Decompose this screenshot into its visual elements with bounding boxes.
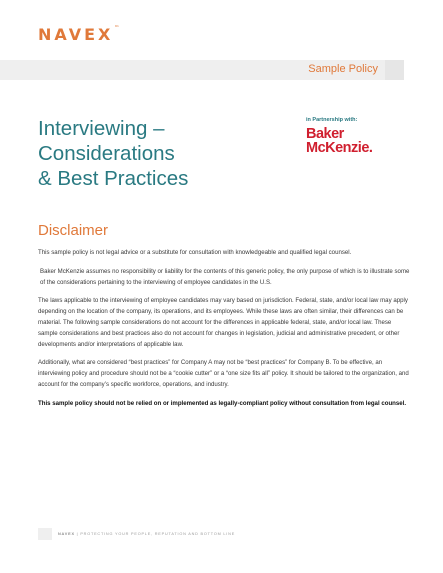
- partner-logo-line-2: McKenzie.: [306, 140, 373, 156]
- footer-brand: NAVEX: [58, 532, 75, 536]
- page-title: [38, 116, 278, 191]
- partner-logo-line-1: Baker: [306, 126, 344, 142]
- footer: [58, 532, 235, 536]
- title-line-2: Considerations: [38, 142, 175, 165]
- disclaimer-body: [38, 248, 410, 418]
- trademark-mark: ™: [114, 25, 120, 31]
- footer-separator: |: [76, 532, 79, 536]
- disclaimer-paragraph-2: Baker McKenzie assumes no responsibility or liability for the contents of this generic policy, the only purpose of which is to illustrate some of the considerations pertaining to the interviewing of employee candidates in the U.S.: [40, 267, 410, 286]
- footer-tagline: PROTECTING YOUR PEOPLE, REPUTATION AND BOTTOM LINE: [80, 532, 236, 536]
- baker-mckenzie-logo: [306, 127, 372, 155]
- disclaimer-paragraph-4: Additionally, what are considered “best practices” for Company A may not be “best practices” for Company B. To be effective, an interviewing policy and procedure should not be a “cookie cutter” or a “one size fits all” policy. It should be tailored to the organization, and account for the company’s specific workforce, operations, and industry.: [38, 359, 409, 388]
- disclaimer-paragraph-1: This sample policy is not legal advice or a substitute for consultation with knowledgeable and qualified legal counsel.: [38, 249, 352, 256]
- document-type-label: Sample Policy: [308, 63, 378, 75]
- title-line-3: & Best Practices: [38, 167, 189, 190]
- logo-text: NAVEX: [38, 25, 114, 44]
- header-band-tab: [385, 60, 404, 80]
- disclaimer-paragraph-3: The laws applicable to the interviewing of employee candidates may vary based on jurisdiction. Federal, state, and/or local law may apply depending on the location of the company, its operations, and its employees. While these laws are often similar, their differences can be material. The following sample considerations do not account for the differences in applicable federal, state, and/or local law. These sample considerations and best practices also do not account for changes in legislation, judicial and administrative precedent, or other developments and/or interpretations of applicable law.: [38, 297, 408, 348]
- navex-logo: [38, 25, 119, 44]
- footer-page-box: [38, 528, 52, 540]
- title-line-1: Interviewing –: [38, 117, 165, 140]
- partnership-label: in Partnership with:: [306, 117, 358, 123]
- disclaimer-heading: Disclaimer: [38, 222, 109, 239]
- disclaimer-warning: This sample policy should not be relied on or implemented as legally-compliant policy without consultation from legal counsel.: [38, 399, 407, 407]
